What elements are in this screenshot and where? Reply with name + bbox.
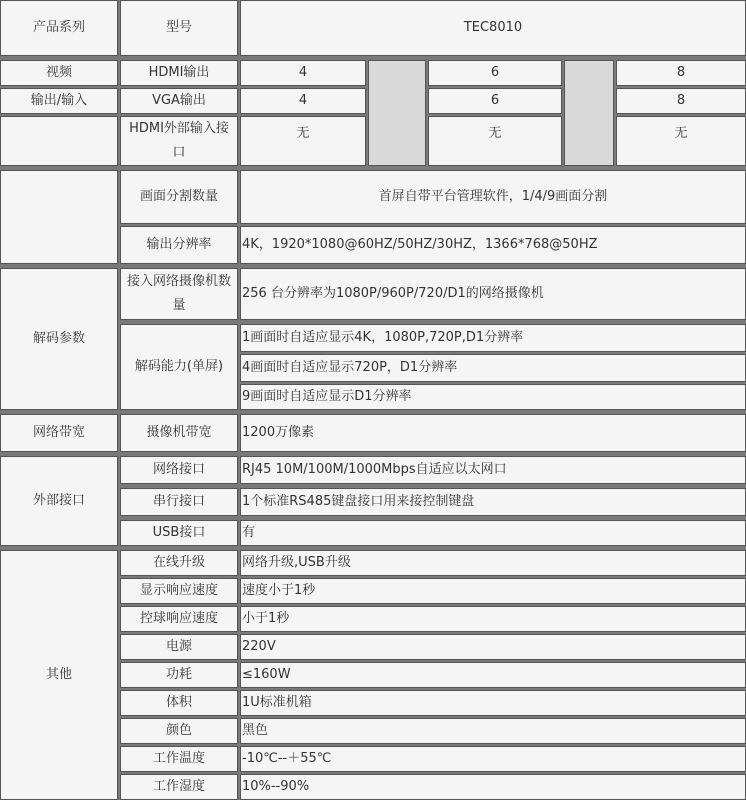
net-port-value-text: RJ45 10M/100M/1000Mbps自适应以太网口 xyxy=(242,462,507,477)
other-item-label-text: 体积 xyxy=(165,695,192,710)
network-group-label xyxy=(0,414,118,452)
other-item-value xyxy=(240,634,746,660)
hdmi-ext-in-value-2-text: 无 xyxy=(488,126,502,141)
other-item-value-text: 10%--90% xyxy=(242,779,310,794)
other-item-value-text: 速度小于1秒 xyxy=(242,583,316,598)
other-group-label xyxy=(0,550,118,800)
ability-value-2-text: 4画面时自适应显示720P，D1分辨率 xyxy=(242,360,458,375)
other-item-label-text: 在线升级 xyxy=(152,555,205,570)
out-res-label xyxy=(120,226,238,264)
usb-label-text: USB接口 xyxy=(152,525,206,540)
usb-label xyxy=(120,520,238,546)
net-port-label-text: 网络接口 xyxy=(152,462,205,477)
other-item-value xyxy=(240,690,746,716)
hdmi-out-label-text: HDMI输出 xyxy=(148,65,210,80)
io-group-label xyxy=(0,88,118,114)
ability-value-3 xyxy=(240,384,746,410)
model-header xyxy=(120,0,238,56)
decode-group-empty xyxy=(0,170,118,264)
other-item-value xyxy=(240,606,746,632)
network-group-label-text: 网络带宽 xyxy=(32,425,85,440)
hdmi-out-value-3-text: 8 xyxy=(676,65,686,80)
ability-label-text: 解码能力(单屏) xyxy=(134,359,224,374)
net-port-label xyxy=(120,456,238,484)
serial-label-text: 串行接口 xyxy=(152,494,205,509)
other-item-value xyxy=(240,662,746,688)
external-group-label xyxy=(0,456,118,546)
bandwidth-label xyxy=(120,414,238,452)
other-item-label xyxy=(120,718,238,744)
net-port-value xyxy=(240,456,746,484)
decode-group-label-text: 解码参数 xyxy=(32,331,85,346)
hdmi-ext-in-value-3-text: 无 xyxy=(674,126,688,141)
external-group-label-text: 外部接口 xyxy=(32,493,85,508)
other-item-value-text: 网络升级,USB升级 xyxy=(242,555,351,570)
serial-label xyxy=(120,488,238,516)
spacer-column-1 xyxy=(368,60,426,166)
ability-value-3-text: 9画面时自适应显示D1分辨率 xyxy=(242,389,412,404)
serial-value xyxy=(240,488,746,516)
model-value-text: TEC8010 xyxy=(463,20,523,35)
other-item-value xyxy=(240,746,746,772)
hdmi-out-value-2 xyxy=(428,60,562,86)
other-item-label xyxy=(120,550,238,576)
hdmi-ext-in-value-2 xyxy=(428,116,562,166)
vga-out-value-1 xyxy=(240,88,366,114)
vga-out-value-2-text: 6 xyxy=(490,93,500,108)
hdmi-ext-in-value-1-text: 无 xyxy=(296,126,310,141)
split-label xyxy=(120,170,238,224)
other-item-value xyxy=(240,718,746,744)
ipc-count-value-text: 256 台分辨率为1080P/960P/720/D1的网络摄像机 xyxy=(242,286,544,301)
bandwidth-value xyxy=(240,414,746,452)
hdmi-ext-in-label xyxy=(120,116,238,166)
series-header xyxy=(0,0,118,56)
hdmi-ext-in-label-text: HDMI外部输入接口 xyxy=(129,121,229,160)
usb-value-text: 有 xyxy=(242,525,256,540)
vga-out-value-3 xyxy=(616,88,746,114)
io-group-empty xyxy=(0,116,118,166)
other-item-value-text: 220V xyxy=(242,639,276,654)
vga-out-label-text: VGA输出 xyxy=(152,93,206,108)
other-item-value-text: -10℃--＋55℃ xyxy=(242,751,332,766)
series-header-text: 产品系列 xyxy=(32,20,85,35)
ability-value-2 xyxy=(240,354,746,382)
ability-value-1-text: 1画面时自适应显示4K，1080P,720P,D1分辨率 xyxy=(242,330,524,345)
other-item-value xyxy=(240,550,746,576)
ability-label xyxy=(120,324,238,410)
other-item-label-text: 工作温度 xyxy=(152,751,205,766)
other-item-value xyxy=(240,578,746,604)
ability-value-1 xyxy=(240,324,746,352)
hdmi-ext-in-value-3 xyxy=(616,116,746,166)
other-item-label xyxy=(120,690,238,716)
other-item-label-text: 颜色 xyxy=(165,723,192,738)
other-item-label-text: 显示响应速度 xyxy=(139,583,218,598)
vga-out-value-2 xyxy=(428,88,562,114)
other-item-label xyxy=(120,606,238,632)
usb-value xyxy=(240,520,746,546)
other-item-label-text: 功耗 xyxy=(165,667,192,682)
split-value xyxy=(240,170,746,224)
other-item-label xyxy=(120,774,238,800)
other-group-label-text: 其他 xyxy=(45,667,72,682)
split-value-text: 首屏自带平台管理软件，1/4/9画面分割 xyxy=(378,189,608,204)
other-item-value-text: 小于1秒 xyxy=(242,611,290,626)
other-item-label-text: 电源 xyxy=(165,639,192,654)
serial-value-text: 1个标准RS485键盘接口用来接控制键盘 xyxy=(242,494,475,509)
hdmi-ext-in-value-1 xyxy=(240,116,366,166)
other-item-label xyxy=(120,578,238,604)
bandwidth-label-text: 摄像机带宽 xyxy=(146,425,212,440)
spacer-column-2 xyxy=(564,60,614,166)
ipc-count-value xyxy=(240,268,746,320)
split-label-text: 画面分割数量 xyxy=(139,189,218,204)
ipc-count-label xyxy=(120,268,238,320)
vga-out-value-1-text: 4 xyxy=(298,93,308,108)
other-item-value-text: ≤160W xyxy=(242,667,291,682)
other-item-label-text: 工作湿度 xyxy=(152,779,205,794)
hdmi-out-value-1-text: 4 xyxy=(298,65,308,80)
decode-group-label xyxy=(0,268,118,410)
vga-out-value-3-text: 8 xyxy=(676,93,686,108)
out-res-value xyxy=(240,226,746,264)
video-group-label-text: 视频 xyxy=(45,65,72,80)
model-header-text: 型号 xyxy=(165,20,192,35)
other-item-label-text: 控球响应速度 xyxy=(139,611,218,626)
bandwidth-value-text: 1200万像素 xyxy=(242,425,315,440)
other-item-value-text: 黑色 xyxy=(242,723,269,738)
out-res-value-text: 4K，1920*1080@60HZ/50HZ/30HZ，1366*768@50HZ xyxy=(242,237,598,252)
ipc-count-label-text: 接入网络摄像机数量 xyxy=(126,274,231,313)
hdmi-out-value-2-text: 6 xyxy=(490,65,500,80)
other-item-value xyxy=(240,774,746,800)
other-item-label xyxy=(120,746,238,772)
video-group-label xyxy=(0,60,118,86)
hdmi-out-value-1 xyxy=(240,60,366,86)
other-item-label xyxy=(120,634,238,660)
other-item-value-text: 1U标准机箱 xyxy=(242,695,312,710)
other-item-label xyxy=(120,662,238,688)
hdmi-out-label xyxy=(120,60,238,86)
model-value xyxy=(240,0,746,56)
io-group-label-text: 输出/输入 xyxy=(30,93,88,108)
out-res-label-text: 输出分辨率 xyxy=(146,237,212,252)
vga-out-label xyxy=(120,88,238,114)
hdmi-out-value-3 xyxy=(616,60,746,86)
